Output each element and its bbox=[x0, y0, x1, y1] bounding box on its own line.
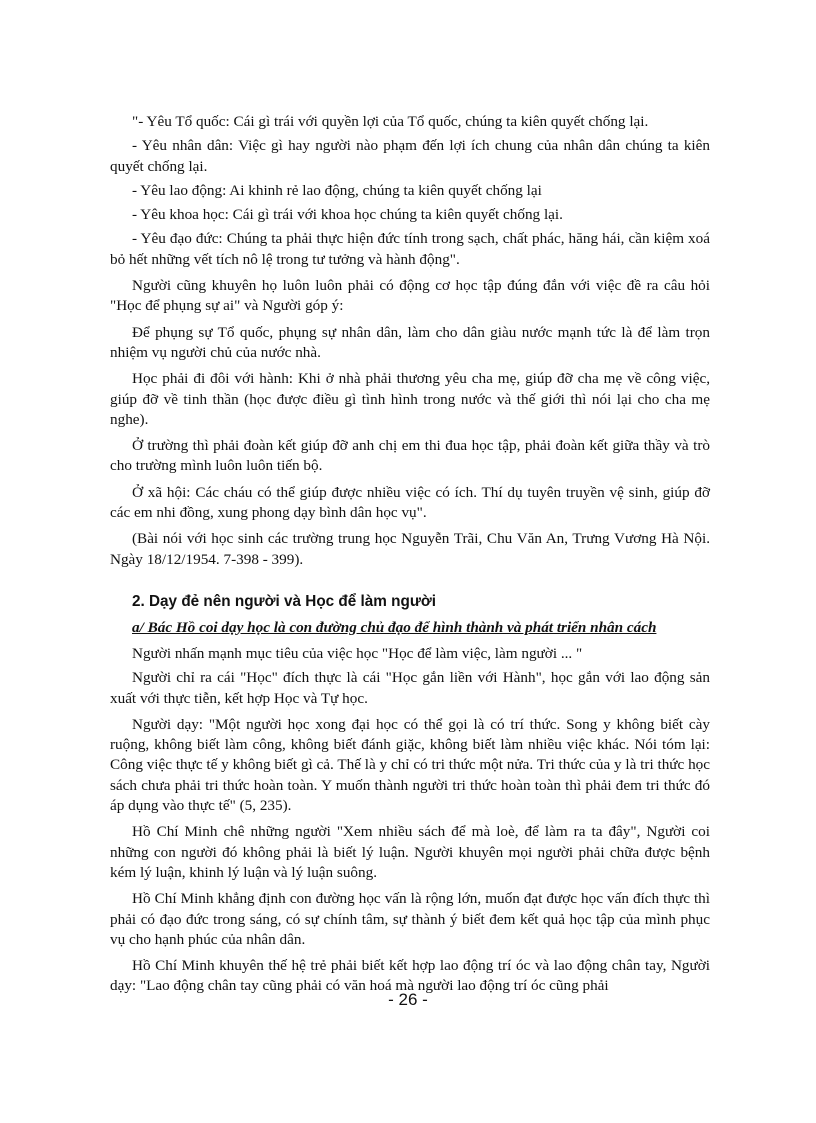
page-number: - 26 - bbox=[388, 990, 428, 1009]
paragraph: "- Yêu Tổ quốc: Cái gì trái với quyền lợi của Tổ quốc, chúng ta kiên quyết chống lại. bbox=[132, 113, 649, 130]
citation-paragraph: (Bài nói với học sinh các trường trung học Nguyễn Trãi, Chu Văn An, Trưng Vương Hà Nội. Ngày 18/12/1954. 7-398 - 399). bbox=[110, 530, 710, 568]
subheading: a/ Bác Hồ coi dạy học là con đường chủ đạo để hình thành và phát triển nhân cách bbox=[132, 618, 657, 636]
paragraph: Ở trường thì phải đoàn kết giúp đỡ anh chị em thi đua học tập, phải đoàn kết giữa thầy và trò cho trường mình luôn luôn tiến bộ. bbox=[110, 437, 710, 475]
paragraph: Hồ Chí Minh chê những người "Xem nhiều sách để mà loè, để làm ra ta đây", Người coi những con người đó không phải là biết lý luận. Người khuyên mọi người phải chữa được bệnh kém lý luận, khinh lý luận và lý luận suông. bbox=[110, 823, 710, 881]
paragraph: Người dạy: "Một người học xong đại học có thể gọi là có trí thức. Song y không biết cày ruộng, không biết làm công, không biết đánh giặc, không biết làm nhiều việc khác. Nói tóm lại: Công việc thực tế y không biết gì cả. Thế là y chỉ có tri thức một nửa. Tri thức của y là tri thức học sách chưa phải tri thức hoàn toàn. Y muốn thành người tri thức hoàn toàn thì phải đem tri thức đó áp dụng vào thực tế" (5, 235). bbox=[110, 715, 710, 815]
paragraph: Để phụng sự Tổ quốc, phụng sự nhân dân, làm cho dân giàu nước mạnh tức là để làm trọn nhiệm vụ người chủ của nước nhà. bbox=[110, 323, 710, 361]
paragraph: - Yêu nhân dân: Việc gì hay người nào phạm đến lợi ích chung của nhân dân chúng ta kiên quyết chống lại. bbox=[110, 137, 710, 175]
paragraph: - Yêu lao động: Ai khinh rẻ lao động, chúng ta kiên quyết chống lại bbox=[132, 181, 542, 199]
paragraph: - Yêu đạo đức: Chúng ta phải thực hiện đức tính trong sạch, chất phác, hăng hái, cần kiệm xoá bỏ hết những vết tích nô lệ trong tư tưởng và hành động". bbox=[110, 230, 710, 268]
page-body bbox=[110, 112, 710, 1003]
paragraph: Người nhấn mạnh mục tiêu của việc học "Học để làm việc, làm người ... " bbox=[132, 644, 583, 662]
paragraph: - Yêu khoa học: Cái gì trái với khoa học chúng ta kiên quyết chống lại. bbox=[132, 206, 563, 224]
paragraph: Hồ Chí Minh khuyên thế hệ trẻ phải biết kết hợp lao động trí óc và lao động chân tay, Người dạy: "Lao động chân tay cũng phải có văn hoá mà người lao động trí óc cũng phải bbox=[110, 957, 710, 995]
paragraph: Học phải đi đôi với hành: Khi ở nhà phải thương yêu cha mẹ, giúp đỡ cha mẹ về công việc, giúp đỡ về tinh thần (học được điều gì tình hình trong nước và thế giới thì nói lại cho cha mẹ nghe). bbox=[110, 370, 710, 428]
paragraph: Người chỉ ra cái "Học" đích thực là cái "Học gắn liền với Hành", học gắn với lao động sản xuất với thực tiễn, kết hợp Học và Tự học. bbox=[110, 669, 710, 707]
section-heading: 2. Dạy đẻ nên người và Học để làm người bbox=[132, 592, 437, 610]
paragraph: Hồ Chí Minh khẳng định con đường học vấn là rộng lớn, muốn đạt được học vấn đích thực thì phải có đạo đức trong sáng, có sự chính tâm, sự thành ý biết đem kết quả học tập của mình phục vụ cho hạnh phúc của nhân dân. bbox=[110, 890, 710, 948]
paragraph: Ở xã hội: Các cháu có thể giúp được nhiều việc có ích. Thí dụ tuyên truyền vệ sinh, giúp đỡ các em nhi đồng, xung phong dạy bình dân học vụ". bbox=[110, 483, 710, 522]
paragraph: Người cũng khuyên họ luôn luôn phải có động cơ học tập đúng đắn với việc đề ra câu hỏi "Học để phụng sự ai" và Người góp ý: bbox=[110, 277, 710, 315]
